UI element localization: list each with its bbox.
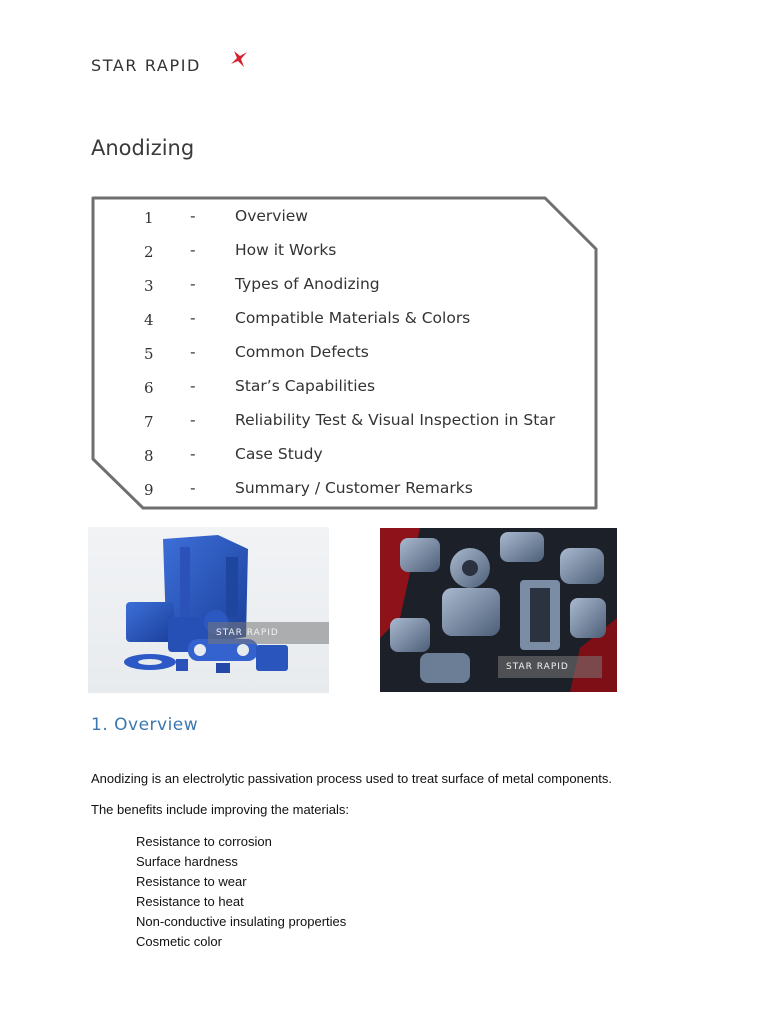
toc-item[interactable] (90, 477, 590, 503)
red-star-icon (229, 50, 249, 70)
toc-item[interactable] (90, 239, 590, 265)
toc-label: Types of Anodizing (235, 275, 380, 293)
photo-watermark: STAR RAPID (498, 656, 602, 678)
toc-label: Case Study (235, 445, 323, 463)
toc-item[interactable] (90, 205, 590, 231)
toc-dash: - (190, 207, 196, 225)
list-item: Resistance to heat (136, 894, 244, 909)
toc-label: Common Defects (235, 343, 369, 361)
toc-dash: - (190, 377, 196, 395)
toc-label: Reliability Test & Visual Inspection in Star (235, 411, 556, 429)
list-item: Resistance to wear (136, 874, 247, 889)
toc-item[interactable] (90, 341, 590, 367)
benefits-intro: The benefits include improving the materials: (91, 802, 349, 817)
benefits-list (136, 832, 346, 952)
toc-item[interactable] (90, 409, 590, 435)
list-item: Cosmetic color (136, 934, 222, 949)
page-title: Anodizing (91, 136, 195, 160)
toc-label: Compatible Materials & Colors (235, 309, 471, 327)
blue-parts-illustration (88, 527, 329, 693)
toc-dash: - (190, 241, 196, 259)
toc-label: Star’s Capabilities (235, 377, 376, 395)
toc-dash: - (190, 309, 196, 327)
overview-paragraph: Anodizing is an electrolytic passivation process used to treat surface of metal components. (91, 771, 612, 786)
section-heading-overview: 1. Overview (91, 715, 199, 735)
toc-number: 1 (144, 209, 154, 227)
toc-label: How it Works (235, 241, 337, 259)
toc-dash: - (190, 479, 196, 497)
toc-number: 6 (144, 379, 154, 397)
toc-dash: - (190, 343, 196, 361)
toc-item[interactable] (90, 443, 590, 469)
toc-label: Overview (235, 207, 308, 225)
photo-watermark: STAR RAPID (208, 622, 329, 644)
toc-label: Summary / Customer Remarks (235, 479, 473, 497)
toc-number: 7 (144, 413, 154, 431)
toc-dash: - (190, 275, 196, 293)
silver-anodized-parts-photo (380, 528, 617, 692)
blue-anodized-parts-photo (88, 527, 329, 693)
toc-number: 9 (144, 481, 154, 499)
toc-number: 3 (144, 277, 154, 295)
list-item: Surface hardness (136, 854, 238, 869)
toc-number: 8 (144, 447, 154, 465)
toc-number: 4 (144, 311, 154, 329)
toc-dash: - (190, 411, 196, 429)
logo-text: STAR RAPID (91, 56, 201, 75)
company-logo (91, 50, 261, 90)
list-item: Resistance to corrosion (136, 834, 272, 849)
toc-item[interactable] (90, 273, 590, 299)
toc-number: 5 (144, 345, 154, 363)
toc-item[interactable] (90, 375, 590, 401)
toc-number: 2 (144, 243, 154, 261)
list-item: Non-conductive insulating properties (136, 914, 347, 929)
toc-dash: - (190, 445, 196, 463)
toc-item[interactable] (90, 307, 590, 333)
